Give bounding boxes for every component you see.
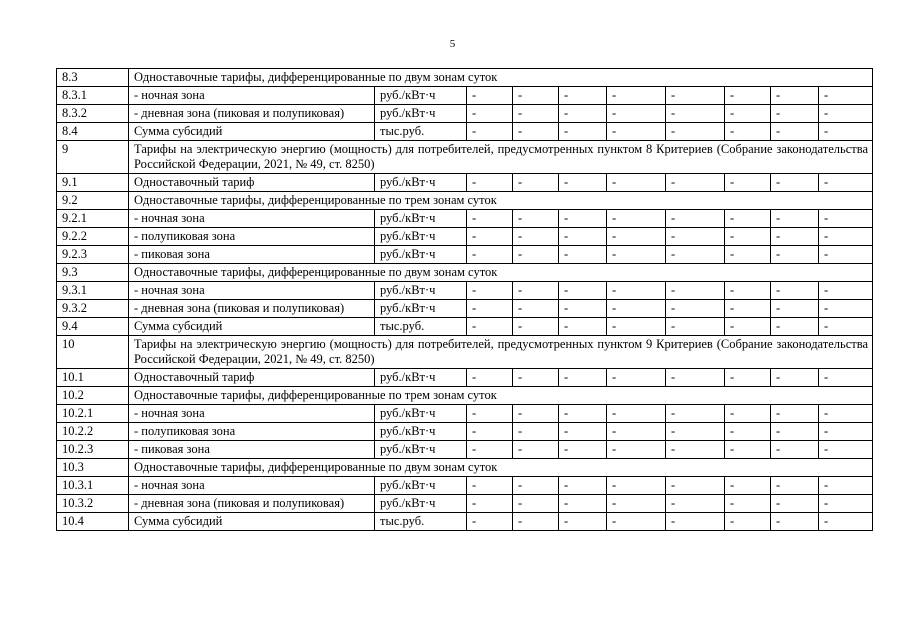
value-cell: - (771, 495, 819, 513)
row-number: 10 (57, 336, 129, 369)
value-cell: - (819, 282, 873, 300)
value-cell: - (771, 405, 819, 423)
section-heading: Тарифы на электрическую энергию (мощность) для потребителей, предусмотренных пунктом 9 Критериев (Собрание законодательства Российской Федерации, 2021, № 49, ст. 8250) (129, 336, 873, 369)
value-cell: - (607, 105, 666, 123)
value-cell: - (607, 210, 666, 228)
table-row (57, 477, 873, 495)
subsection-heading: Одноставочные тарифы, дифференцированные по трем зонам суток (129, 387, 873, 405)
row-label: - дневная зона (пиковая и полупиковая) (129, 495, 375, 513)
unit-cell: руб./кВт·ч (375, 246, 467, 264)
unit-cell: руб./кВт·ч (375, 495, 467, 513)
value-cell: - (513, 405, 559, 423)
row-label: - полупиковая зона (129, 423, 375, 441)
section-heading: Тарифы на электрическую энергию (мощность) для потребителей, предусмотренных пунктом 8 Критериев (Собрание законодательства Российской Федерации, 2021, № 49, ст. 8250) (129, 141, 873, 174)
table-row (57, 318, 873, 336)
value-cell: - (513, 495, 559, 513)
table-row (57, 228, 873, 246)
value-cell: - (725, 246, 771, 264)
value-cell: - (559, 318, 607, 336)
value-cell: - (819, 123, 873, 141)
row-label: - пиковая зона (129, 246, 375, 264)
tariff-table-body (57, 69, 873, 531)
value-cell: - (725, 105, 771, 123)
value-cell: - (666, 300, 725, 318)
value-cell: - (559, 228, 607, 246)
table-row (57, 174, 873, 192)
row-label: Сумма субсидий (129, 513, 375, 531)
table-row (57, 192, 873, 210)
unit-cell: руб./кВт·ч (375, 282, 467, 300)
table-row (57, 105, 873, 123)
row-label: - полупиковая зона (129, 228, 375, 246)
row-number: 10.3.1 (57, 477, 129, 495)
row-label: Одноставочный тариф (129, 369, 375, 387)
value-cell: - (513, 174, 559, 192)
row-number: 10.2.3 (57, 441, 129, 459)
row-number: 10.3.2 (57, 495, 129, 513)
row-number: 8.3.1 (57, 87, 129, 105)
value-cell: - (771, 105, 819, 123)
value-cell: - (725, 369, 771, 387)
row-label: - ночная зона (129, 282, 375, 300)
value-cell: - (666, 228, 725, 246)
value-cell: - (771, 246, 819, 264)
subsection-heading: Одноставочные тарифы, дифференцированные по двум зонам суток (129, 459, 873, 477)
value-cell: - (513, 441, 559, 459)
row-number: 9.1 (57, 174, 129, 192)
value-cell: - (819, 228, 873, 246)
value-cell: - (771, 369, 819, 387)
unit-cell: руб./кВт·ч (375, 174, 467, 192)
value-cell: - (771, 477, 819, 495)
table-row (57, 369, 873, 387)
unit-cell: руб./кВт·ч (375, 300, 467, 318)
value-cell: - (559, 300, 607, 318)
value-cell: - (666, 87, 725, 105)
row-label: - дневная зона (пиковая и полупиковая) (129, 300, 375, 318)
value-cell: - (819, 423, 873, 441)
unit-cell: руб./кВт·ч (375, 228, 467, 246)
value-cell: - (771, 318, 819, 336)
unit-cell: руб./кВт·ч (375, 369, 467, 387)
value-cell: - (725, 228, 771, 246)
value-cell: - (467, 318, 513, 336)
value-cell: - (666, 282, 725, 300)
value-cell: - (666, 210, 725, 228)
value-cell: - (771, 300, 819, 318)
value-cell: - (559, 513, 607, 531)
row-number: 9.4 (57, 318, 129, 336)
value-cell: - (725, 300, 771, 318)
value-cell: - (666, 477, 725, 495)
value-cell: - (819, 369, 873, 387)
table-row (57, 87, 873, 105)
value-cell: - (725, 210, 771, 228)
value-cell: - (666, 369, 725, 387)
value-cell: - (467, 423, 513, 441)
table-row (57, 123, 873, 141)
value-cell: - (725, 441, 771, 459)
table-row (57, 513, 873, 531)
table-row (57, 246, 873, 264)
row-number: 8.3 (57, 69, 129, 87)
table-row (57, 300, 873, 318)
value-cell: - (771, 513, 819, 531)
row-number: 9.2.3 (57, 246, 129, 264)
value-cell: - (513, 282, 559, 300)
value-cell: - (771, 282, 819, 300)
value-cell: - (513, 369, 559, 387)
value-cell: - (666, 441, 725, 459)
value-cell: - (559, 210, 607, 228)
value-cell: - (467, 300, 513, 318)
value-cell: - (607, 174, 666, 192)
value-cell: - (666, 423, 725, 441)
value-cell: - (771, 423, 819, 441)
value-cell: - (725, 87, 771, 105)
value-cell: - (819, 174, 873, 192)
row-number: 8.3.2 (57, 105, 129, 123)
value-cell: - (559, 282, 607, 300)
value-cell: - (559, 423, 607, 441)
page-number: 5 (449, 38, 456, 50)
value-cell: - (725, 318, 771, 336)
value-cell: - (467, 105, 513, 123)
value-cell: - (666, 513, 725, 531)
value-cell: - (819, 477, 873, 495)
value-cell: - (513, 105, 559, 123)
value-cell: - (607, 228, 666, 246)
value-cell: - (467, 174, 513, 192)
value-cell: - (467, 513, 513, 531)
table-row (57, 459, 873, 477)
value-cell: - (819, 405, 873, 423)
value-cell: - (559, 123, 607, 141)
unit-cell: руб./кВт·ч (375, 405, 467, 423)
unit-cell: руб./кВт·ч (375, 477, 467, 495)
value-cell: - (559, 174, 607, 192)
value-cell: - (771, 123, 819, 141)
value-cell: - (771, 210, 819, 228)
value-cell: - (513, 246, 559, 264)
value-cell: - (771, 441, 819, 459)
value-cell: - (467, 87, 513, 105)
table-row (57, 423, 873, 441)
value-cell: - (725, 282, 771, 300)
row-label: Сумма субсидий (129, 318, 375, 336)
value-cell: - (607, 282, 666, 300)
value-cell: - (607, 495, 666, 513)
table-row (57, 336, 873, 369)
unit-cell: тыс.руб. (375, 513, 467, 531)
value-cell: - (559, 105, 607, 123)
unit-cell: тыс.руб. (375, 318, 467, 336)
value-cell: - (771, 228, 819, 246)
value-cell: - (513, 210, 559, 228)
value-cell: - (513, 513, 559, 531)
value-cell: - (467, 123, 513, 141)
table-row (57, 387, 873, 405)
value-cell: - (467, 477, 513, 495)
unit-cell: руб./кВт·ч (375, 423, 467, 441)
subsection-heading: Одноставочные тарифы, дифференцированные по трем зонам суток (129, 192, 873, 210)
unit-cell: руб./кВт·ч (375, 87, 467, 105)
table-row (57, 264, 873, 282)
value-cell: - (725, 174, 771, 192)
value-cell: - (559, 369, 607, 387)
table-row (57, 495, 873, 513)
value-cell: - (819, 513, 873, 531)
value-cell: - (607, 246, 666, 264)
subsection-heading: Одноставочные тарифы, дифференцированные по двум зонам суток (129, 69, 873, 87)
value-cell: - (666, 123, 725, 141)
subsection-heading: Одноставочные тарифы, дифференцированные по двум зонам суток (129, 264, 873, 282)
value-cell: - (513, 423, 559, 441)
value-cell: - (607, 318, 666, 336)
value-cell: - (771, 87, 819, 105)
value-cell: - (607, 87, 666, 105)
row-number: 10.4 (57, 513, 129, 531)
row-label: - пиковая зона (129, 441, 375, 459)
row-label: Сумма субсидий (129, 123, 375, 141)
row-number: 10.2.1 (57, 405, 129, 423)
unit-cell: руб./кВт·ч (375, 105, 467, 123)
value-cell: - (666, 318, 725, 336)
row-number: 9.3.1 (57, 282, 129, 300)
value-cell: - (559, 495, 607, 513)
value-cell: - (725, 495, 771, 513)
value-cell: - (819, 300, 873, 318)
value-cell: - (607, 423, 666, 441)
value-cell: - (666, 405, 725, 423)
value-cell: - (513, 87, 559, 105)
value-cell: - (559, 441, 607, 459)
value-cell: - (819, 246, 873, 264)
value-cell: - (467, 210, 513, 228)
value-cell: - (725, 405, 771, 423)
value-cell: - (467, 246, 513, 264)
value-cell: - (666, 105, 725, 123)
row-label: - ночная зона (129, 210, 375, 228)
value-cell: - (771, 174, 819, 192)
value-cell: - (559, 477, 607, 495)
row-number: 9.3 (57, 264, 129, 282)
value-cell: - (819, 441, 873, 459)
value-cell: - (467, 369, 513, 387)
row-number: 9.3.2 (57, 300, 129, 318)
value-cell: - (725, 123, 771, 141)
row-number: 10.2.2 (57, 423, 129, 441)
value-cell: - (467, 441, 513, 459)
value-cell: - (607, 441, 666, 459)
row-number: 9.2 (57, 192, 129, 210)
table-row (57, 141, 873, 174)
unit-cell: руб./кВт·ч (375, 210, 467, 228)
value-cell: - (819, 495, 873, 513)
row-number: 8.4 (57, 123, 129, 141)
value-cell: - (666, 174, 725, 192)
value-cell: - (725, 513, 771, 531)
value-cell: - (607, 477, 666, 495)
row-number: 9.2.1 (57, 210, 129, 228)
value-cell: - (725, 423, 771, 441)
value-cell: - (559, 405, 607, 423)
table-row (57, 69, 873, 87)
value-cell: - (513, 123, 559, 141)
table-row (57, 282, 873, 300)
row-label: - ночная зона (129, 477, 375, 495)
value-cell: - (607, 300, 666, 318)
unit-cell: руб./кВт·ч (375, 441, 467, 459)
value-cell: - (467, 495, 513, 513)
value-cell: - (666, 495, 725, 513)
value-cell: - (513, 228, 559, 246)
table-row (57, 441, 873, 459)
value-cell: - (819, 318, 873, 336)
value-cell: - (467, 282, 513, 300)
value-cell: - (513, 318, 559, 336)
value-cell: - (607, 369, 666, 387)
value-cell: - (559, 246, 607, 264)
tariff-table (56, 68, 873, 531)
value-cell: - (467, 228, 513, 246)
row-number: 10.3 (57, 459, 129, 477)
row-number: 9 (57, 141, 129, 174)
row-number: 10.2 (57, 387, 129, 405)
value-cell: - (513, 477, 559, 495)
table-row (57, 210, 873, 228)
row-label: - ночная зона (129, 405, 375, 423)
row-label: Одноставочный тариф (129, 174, 375, 192)
value-cell: - (819, 87, 873, 105)
unit-cell: тыс.руб. (375, 123, 467, 141)
value-cell: - (559, 87, 607, 105)
row-number: 10.1 (57, 369, 129, 387)
value-cell: - (513, 300, 559, 318)
value-cell: - (607, 513, 666, 531)
row-label: - дневная зона (пиковая и полупиковая) (129, 105, 375, 123)
value-cell: - (607, 405, 666, 423)
value-cell: - (467, 405, 513, 423)
value-cell: - (819, 210, 873, 228)
value-cell: - (666, 246, 725, 264)
value-cell: - (725, 477, 771, 495)
table-row (57, 405, 873, 423)
value-cell: - (819, 105, 873, 123)
row-number: 9.2.2 (57, 228, 129, 246)
row-label: - ночная зона (129, 87, 375, 105)
value-cell: - (607, 123, 666, 141)
